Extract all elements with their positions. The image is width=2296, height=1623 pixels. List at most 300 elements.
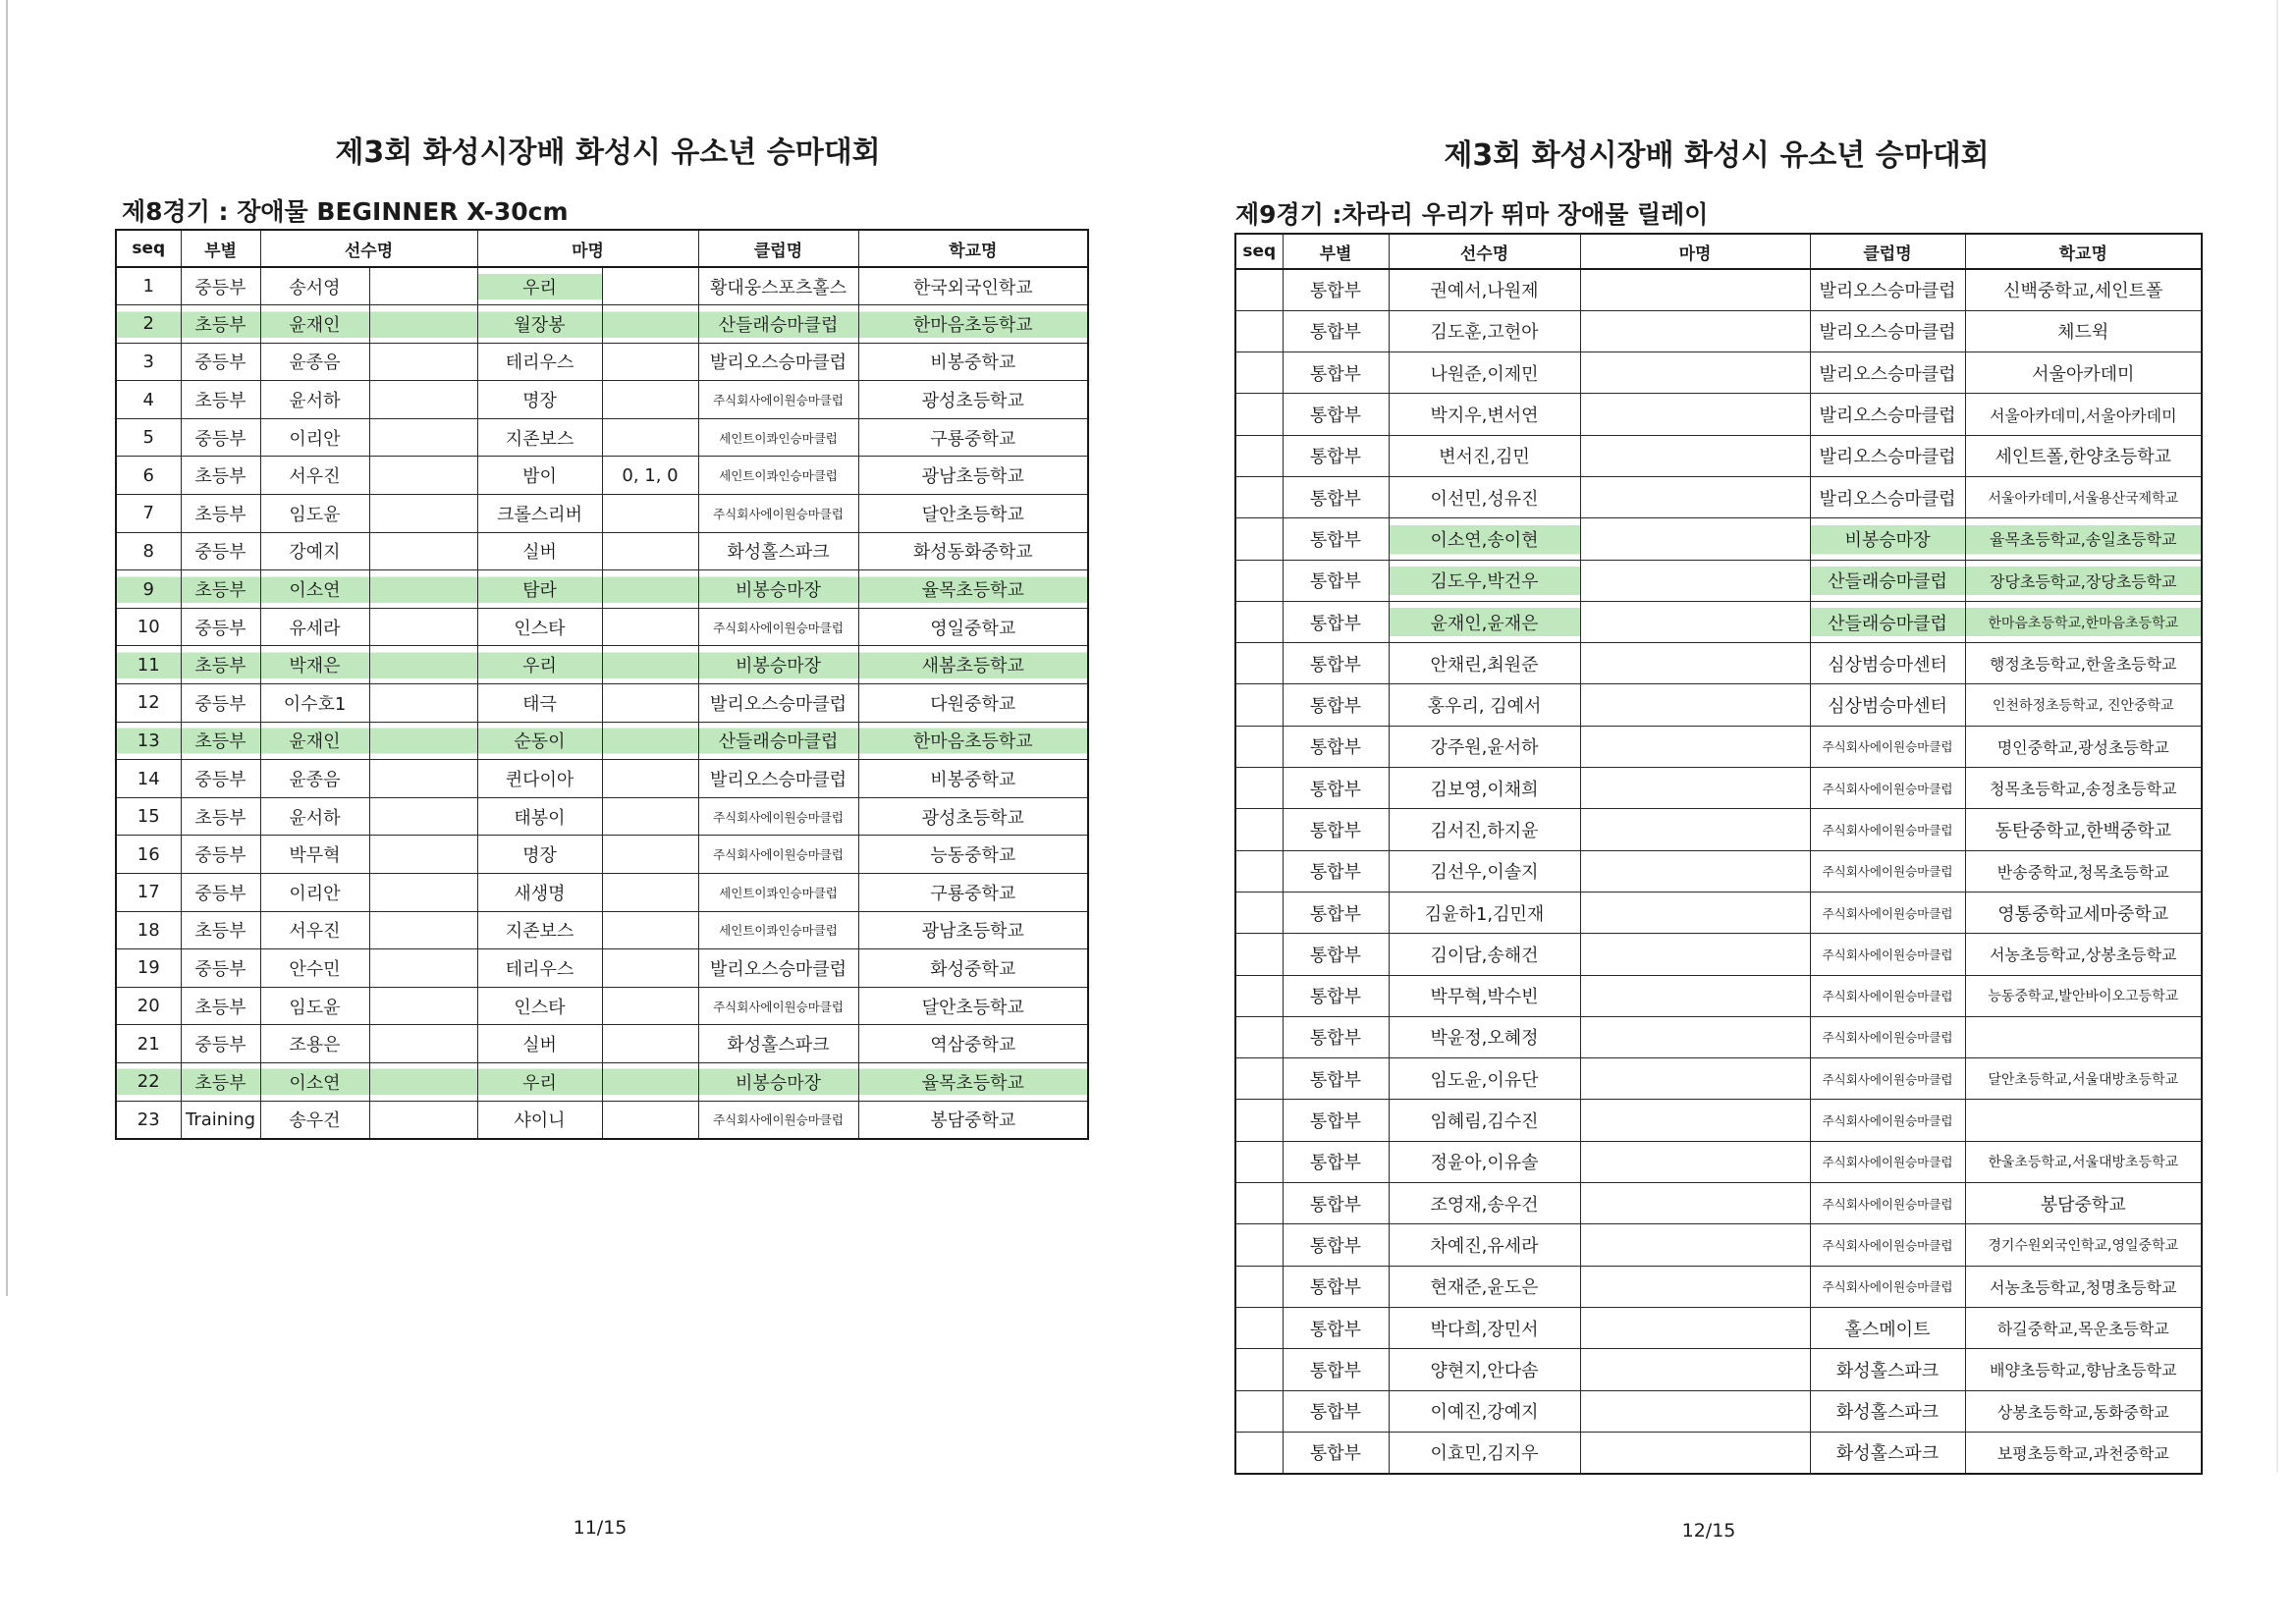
rider-name-cell: 강예지	[260, 532, 369, 570]
table-row	[116, 457, 1088, 495]
division-cell: 통합부	[1283, 601, 1389, 642]
seq-cell: 15	[116, 797, 181, 836]
club-name-cell: 주식회사에이원승마클럽	[698, 797, 858, 836]
rider-names-cell: 차예진,유세라	[1389, 1224, 1580, 1266]
table-row	[1235, 643, 2202, 684]
rider-names-cell: 박다희,장민서	[1389, 1307, 1580, 1348]
club-name-cell: 발리오스승마클럽	[698, 343, 858, 381]
division-cell: 초등부	[181, 987, 260, 1025]
table-row	[1235, 934, 2202, 975]
blank-cell	[369, 646, 477, 684]
school-name-cell: 새봄초등학교	[858, 646, 1088, 684]
horse-name-cell: 실버	[477, 532, 602, 570]
division-cell: Training	[181, 1101, 260, 1139]
club-name-cell: 발리오스승마클럽	[698, 684, 858, 723]
school-name-cell: 광성초등학교	[858, 797, 1088, 836]
horse-name-cell: 지존보스	[477, 911, 602, 949]
seq-cell	[1235, 1266, 1283, 1307]
school-names-cell: 명인중학교,광성초등학교	[1965, 726, 2202, 767]
rider-names-cell: 임도윤,이유단	[1389, 1058, 1580, 1100]
blank-cell	[369, 1025, 477, 1063]
club-name-cell: 주식회사에이원승마클럽	[1810, 1016, 1965, 1057]
division-cell: 통합부	[1283, 560, 1389, 601]
seq-cell	[1235, 1390, 1283, 1432]
division-cell: 통합부	[1283, 1266, 1389, 1307]
score-cell	[602, 1062, 698, 1101]
blank-cell	[369, 267, 477, 305]
horse-name-cell	[1580, 601, 1810, 642]
scan-edge-right	[2276, 0, 2278, 1473]
blank-cell	[369, 457, 477, 495]
score-cell	[602, 608, 698, 646]
school-names-cell: 달안초등학교,서울대방초등학교	[1965, 1058, 2202, 1100]
seq-cell: 16	[116, 836, 181, 874]
club-name-cell: 주식회사에이원승마클럽	[1810, 892, 1965, 933]
seq-cell	[1235, 975, 1283, 1016]
division-cell: 초등부	[181, 457, 260, 495]
seq-cell	[1235, 1016, 1283, 1057]
table-row	[116, 381, 1088, 419]
school-names-cell: 배양초등학교,향남초등학교	[1965, 1349, 2202, 1390]
results-table-event-8	[115, 229, 1089, 1140]
horse-name-cell	[1580, 1266, 1810, 1307]
table-row	[1235, 768, 2202, 809]
school-name-cell: 화성중학교	[858, 949, 1088, 988]
horse-name-cell	[1580, 1141, 1810, 1182]
division-cell: 통합부	[1283, 726, 1389, 767]
seq-cell: 18	[116, 911, 181, 949]
table-row	[1235, 435, 2202, 476]
table-row	[1235, 892, 2202, 933]
school-name-cell: 비봉중학교	[858, 343, 1088, 381]
division-cell: 중등부	[181, 418, 260, 457]
rider-names-cell: 임혜림,김수진	[1389, 1100, 1580, 1141]
school-names-cell: 서울아카데미	[1965, 352, 2202, 394]
table-row	[116, 646, 1088, 684]
horse-name-cell: 테리우스	[477, 343, 602, 381]
school-names-cell: 동탄중학교,한백중학교	[1965, 809, 2202, 850]
school-names-cell: 신백중학교,세인트폴	[1965, 269, 2202, 310]
rider-name-cell: 임도윤	[260, 495, 369, 533]
school-name-cell: 능동중학교	[858, 836, 1088, 874]
score-cell	[602, 797, 698, 836]
table-row	[1235, 1307, 2202, 1348]
table-row	[1235, 684, 2202, 726]
club-name-cell: 주식회사에이원승마클럽	[1810, 809, 1965, 850]
club-name-cell: 비봉승마장	[698, 570, 858, 609]
horse-name-cell: 우리	[477, 267, 602, 305]
horse-name-cell	[1580, 518, 1810, 560]
table-header-row	[116, 230, 1088, 267]
club-name-cell: 화성홀스파크	[1810, 1349, 1965, 1390]
score-cell	[602, 570, 698, 609]
horse-name-cell	[1580, 476, 1810, 517]
division-cell: 통합부	[1283, 768, 1389, 809]
blank-cell	[369, 987, 477, 1025]
division-cell: 통합부	[1283, 1307, 1389, 1348]
table-row	[1235, 269, 2202, 310]
division-cell: 통합부	[1283, 352, 1389, 394]
club-name-cell: 주식회사에이원승마클럽	[1810, 768, 1965, 809]
blank-cell	[369, 343, 477, 381]
club-name-cell: 비봉승마장	[1810, 518, 1965, 560]
seq-cell: 11	[116, 646, 181, 684]
event-title: 제9경기 :차라리 우리가 뛰마 장애물 릴레이	[1235, 200, 1709, 229]
rider-names-cell: 이효민,김지우	[1389, 1432, 1580, 1473]
blank-cell	[369, 836, 477, 874]
school-names-cell: 한마음초등학교,한마음초등학교	[1965, 601, 2202, 642]
horse-name-cell: 우리	[477, 646, 602, 684]
blank-cell	[369, 874, 477, 912]
horse-name-cell	[1580, 1058, 1810, 1100]
division-cell: 중등부	[181, 343, 260, 381]
blank-cell	[369, 381, 477, 419]
table-row	[1235, 1432, 2202, 1473]
blank-cell	[369, 305, 477, 344]
header-rider-name: 선수명	[260, 230, 477, 267]
horse-name-cell: 크롤스리버	[477, 495, 602, 533]
rider-name-cell: 송서영	[260, 267, 369, 305]
rider-names-cell: 박무혁,박수빈	[1389, 975, 1580, 1016]
seq-cell	[1235, 518, 1283, 560]
score-cell	[602, 684, 698, 723]
rider-name-cell: 윤종음	[260, 760, 369, 798]
header-division: 부별	[181, 230, 260, 267]
club-name-cell: 주식회사에이원승마클럽	[698, 836, 858, 874]
seq-cell	[1235, 768, 1283, 809]
seq-cell	[1235, 892, 1283, 933]
score-cell: 0, 1, 0	[602, 457, 698, 495]
school-names-cell: 서울아카데미,서울용산국제학교	[1965, 476, 2202, 517]
division-cell: 통합부	[1283, 1390, 1389, 1432]
blank-cell	[369, 911, 477, 949]
horse-name-cell	[1580, 1390, 1810, 1432]
horse-name-cell	[1580, 809, 1810, 850]
school-name-cell: 영일중학교	[858, 608, 1088, 646]
division-cell: 초등부	[181, 797, 260, 836]
seq-cell	[1235, 726, 1283, 767]
rider-name-cell: 윤종음	[260, 343, 369, 381]
club-name-cell: 주식회사에이원승마클럽	[1810, 1266, 1965, 1307]
seq-cell	[1235, 1432, 1283, 1473]
rider-name-cell: 이리안	[260, 874, 369, 912]
horse-name-cell: 명장	[477, 381, 602, 419]
table-row	[116, 836, 1088, 874]
rider-names-cell: 박지우,변서연	[1389, 394, 1580, 435]
division-cell: 중등부	[181, 760, 260, 798]
club-name-cell: 주식회사에이원승마클럽	[1810, 1224, 1965, 1266]
table-row	[1235, 476, 2202, 517]
table-row	[1235, 601, 2202, 642]
school-names-cell: 한울초등학교,서울대방초등학교	[1965, 1141, 2202, 1182]
blank-cell	[369, 797, 477, 836]
score-cell	[602, 267, 698, 305]
seq-cell	[1235, 560, 1283, 601]
header-division: 부별	[1283, 234, 1389, 269]
score-cell	[602, 532, 698, 570]
header-horse-name: 마명	[477, 230, 698, 267]
rider-name-cell: 윤서하	[260, 381, 369, 419]
seq-cell	[1235, 352, 1283, 394]
table-row	[1235, 1224, 2202, 1266]
club-name-cell: 화성홀스파크	[1810, 1390, 1965, 1432]
division-cell: 중등부	[181, 874, 260, 912]
club-name-cell: 발리오스승마클럽	[1810, 476, 1965, 517]
club-name-cell: 산들래승마클럽	[698, 722, 858, 760]
club-name-cell: 산들래승마클럽	[1810, 560, 1965, 601]
club-name-cell: 주식회사에이원승마클럽	[1810, 1058, 1965, 1100]
rider-name-cell: 윤서하	[260, 797, 369, 836]
score-cell	[602, 722, 698, 760]
school-names-cell: 보평초등학교,과천중학교	[1965, 1432, 2202, 1473]
club-name-cell: 주식회사에이원승마클럽	[1810, 1141, 1965, 1182]
horse-name-cell	[1580, 1349, 1810, 1390]
division-cell: 중등부	[181, 267, 260, 305]
seq-cell	[1235, 1100, 1283, 1141]
division-cell: 통합부	[1283, 809, 1389, 850]
school-name-cell: 광남초등학교	[858, 457, 1088, 495]
seq-cell: 12	[116, 684, 181, 723]
horse-name-cell	[1580, 1307, 1810, 1348]
blank-cell	[369, 495, 477, 533]
seq-cell: 4	[116, 381, 181, 419]
horse-name-cell	[1580, 394, 1810, 435]
rider-names-cell: 이소연,송이현	[1389, 518, 1580, 560]
header-club: 클럽명	[698, 230, 858, 267]
blank-cell	[369, 722, 477, 760]
horse-name-cell: 월장봉	[477, 305, 602, 344]
club-name-cell: 발리오스승마클럽	[698, 760, 858, 798]
seq-cell: 7	[116, 495, 181, 533]
table-row	[116, 684, 1088, 723]
table-row	[1235, 1390, 2202, 1432]
division-cell: 중등부	[181, 836, 260, 874]
table-row	[1235, 850, 2202, 892]
school-name-cell: 봉담중학교	[858, 1101, 1088, 1139]
horse-name-cell	[1580, 975, 1810, 1016]
table-row	[1235, 310, 2202, 352]
horse-name-cell	[1580, 1016, 1810, 1057]
table-row	[116, 305, 1088, 344]
scan-edge-left	[6, 0, 8, 1296]
club-name-cell: 주식회사에이원승마클럽	[1810, 726, 1965, 767]
seq-cell	[1235, 476, 1283, 517]
school-name-cell: 비봉중학교	[858, 760, 1088, 798]
rider-names-cell: 이선민,성유진	[1389, 476, 1580, 517]
seq-cell	[1235, 310, 1283, 352]
page-number: 12/15	[1681, 1520, 1736, 1542]
school-name-cell: 한국외국인학교	[858, 267, 1088, 305]
seq-cell	[1235, 1058, 1283, 1100]
club-name-cell: 발리오스승마클럽	[1810, 269, 1965, 310]
table-body	[116, 267, 1088, 1139]
rider-names-cell: 김선우,이솔지	[1389, 850, 1580, 892]
division-cell: 통합부	[1283, 892, 1389, 933]
horse-name-cell: 인스타	[477, 987, 602, 1025]
horse-name-cell	[1580, 850, 1810, 892]
blank-cell	[369, 1062, 477, 1101]
table-row	[1235, 809, 2202, 850]
horse-name-cell: 지존보스	[477, 418, 602, 457]
club-name-cell: 세인트이콰인승마클럽	[698, 874, 858, 912]
seq-cell	[1235, 269, 1283, 310]
club-name-cell: 주식회사에이원승마클럽	[1810, 975, 1965, 1016]
header-seq: seq	[116, 230, 181, 267]
school-names-cell: 영통중학교세마중학교	[1965, 892, 2202, 933]
blank-cell	[369, 760, 477, 798]
header-rider-names: 선수명	[1389, 234, 1580, 269]
horse-name-cell	[1580, 1432, 1810, 1473]
entries-table-event-9	[1234, 233, 2203, 1475]
division-cell: 초등부	[181, 305, 260, 344]
horse-name-cell: 명장	[477, 836, 602, 874]
rider-names-cell: 김도훈,고헌아	[1389, 310, 1580, 352]
table-row	[1235, 518, 2202, 560]
club-name-cell: 화성홀스파크	[1810, 1432, 1965, 1473]
table-row	[1235, 975, 2202, 1016]
blank-cell	[369, 418, 477, 457]
seq-cell: 1	[116, 267, 181, 305]
club-name-cell: 발리오스승마클럽	[698, 949, 858, 988]
seq-cell: 2	[116, 305, 181, 344]
school-names-cell: 서농초등학교,상봉초등학교	[1965, 934, 2202, 975]
division-cell: 통합부	[1283, 1183, 1389, 1224]
horse-name-cell	[1580, 726, 1810, 767]
table-row	[116, 760, 1088, 798]
table-row	[116, 267, 1088, 305]
horse-name-cell	[1580, 768, 1810, 809]
division-cell: 통합부	[1283, 435, 1389, 476]
blank-cell	[369, 608, 477, 646]
score-cell	[602, 381, 698, 419]
club-name-cell: 주식회사에이원승마클럽	[698, 1101, 858, 1139]
horse-name-cell	[1580, 269, 1810, 310]
club-name-cell: 비봉승마장	[698, 1062, 858, 1101]
seq-cell: 9	[116, 570, 181, 609]
school-names-cell: 체드윅	[1965, 310, 2202, 352]
table-row	[1235, 352, 2202, 394]
seq-cell: 5	[116, 418, 181, 457]
school-names-cell: 행정초등학교,한울초등학교	[1965, 643, 2202, 684]
table-row	[1235, 1183, 2202, 1224]
school-name-cell: 율목초등학교	[858, 570, 1088, 609]
club-name-cell: 화성홀스파크	[698, 532, 858, 570]
division-cell: 초등부	[181, 911, 260, 949]
seq-cell	[1235, 1224, 1283, 1266]
score-cell	[602, 760, 698, 798]
table-row	[116, 987, 1088, 1025]
division-cell: 통합부	[1283, 1432, 1389, 1473]
division-cell: 중등부	[181, 608, 260, 646]
horse-name-cell	[1580, 560, 1810, 601]
page-number: 11/15	[573, 1517, 628, 1539]
score-cell	[602, 305, 698, 344]
rider-name-cell: 이리안	[260, 418, 369, 457]
score-cell	[602, 1025, 698, 1063]
seq-cell	[1235, 1349, 1283, 1390]
header-school: 학교명	[858, 230, 1088, 267]
score-cell	[602, 987, 698, 1025]
rider-name-cell: 이수호1	[260, 684, 369, 723]
header-club: 클럽명	[1810, 234, 1965, 269]
rider-name-cell: 이소연	[260, 570, 369, 609]
table-row	[1235, 1100, 2202, 1141]
rider-name-cell: 안수민	[260, 949, 369, 988]
school-names-cell: 청목초등학교,송정초등학교	[1965, 768, 2202, 809]
table-row	[116, 797, 1088, 836]
rider-name-cell: 송우건	[260, 1101, 369, 1139]
rider-names-cell: 김보영,이채희	[1389, 768, 1580, 809]
division-cell: 통합부	[1283, 1349, 1389, 1390]
club-name-cell: 세인트이콰인승마클럽	[698, 418, 858, 457]
rider-name-cell: 서우진	[260, 911, 369, 949]
rider-name-cell: 윤재인	[260, 305, 369, 344]
table-row	[1235, 1058, 2202, 1100]
horse-name-cell	[1580, 435, 1810, 476]
seq-cell: 22	[116, 1062, 181, 1101]
seq-cell	[1235, 809, 1283, 850]
rider-names-cell: 김서진,하지윤	[1389, 809, 1580, 850]
club-name-cell: 주식회사에이원승마클럽	[698, 381, 858, 419]
seq-cell: 8	[116, 532, 181, 570]
page-title: 제3회 화성시장배 화성시 유소년 승마대회	[1444, 138, 1990, 173]
table-row	[1235, 560, 2202, 601]
club-name-cell: 주식회사에이원승마클럽	[698, 608, 858, 646]
seq-cell: 19	[116, 949, 181, 988]
division-cell: 초등부	[181, 646, 260, 684]
school-names-cell: 하길중학교,목운초등학교	[1965, 1307, 2202, 1348]
school-names-cell: 율목초등학교,송일초등학교	[1965, 518, 2202, 560]
division-cell: 초등부	[181, 722, 260, 760]
school-names-cell: 반송중학교,청목초등학교	[1965, 850, 2202, 892]
rider-name-cell: 조용은	[260, 1025, 369, 1063]
school-names-cell: 상봉초등학교,동화중학교	[1965, 1390, 2202, 1432]
score-cell	[602, 646, 698, 684]
blank-cell	[369, 532, 477, 570]
rider-name-cell: 박무혁	[260, 836, 369, 874]
seq-cell	[1235, 684, 1283, 726]
table-row	[116, 570, 1088, 609]
table-body	[1235, 269, 2202, 1474]
rider-names-cell: 나원준,이제민	[1389, 352, 1580, 394]
division-cell: 통합부	[1283, 476, 1389, 517]
club-name-cell: 주식회사에이원승마클럽	[698, 987, 858, 1025]
rider-names-cell: 변서진,김민	[1389, 435, 1580, 476]
school-names-cell: 경기수원외국인학교,영일중학교	[1965, 1224, 2202, 1266]
school-name-cell: 광성초등학교	[858, 381, 1088, 419]
score-cell	[602, 836, 698, 874]
table-row	[1235, 1266, 2202, 1307]
division-cell: 통합부	[1283, 1100, 1389, 1141]
blank-cell	[369, 684, 477, 723]
table-row	[116, 495, 1088, 533]
seq-cell: 3	[116, 343, 181, 381]
table-header-row	[1235, 234, 2202, 269]
score-cell	[602, 911, 698, 949]
club-name-cell: 홀스메이트	[1810, 1307, 1965, 1348]
rider-names-cell: 현재준,윤도은	[1389, 1266, 1580, 1307]
school-names-cell: 봉담중학교	[1965, 1183, 2202, 1224]
club-name-cell: 주식회사에이원승마클럽	[1810, 850, 1965, 892]
table-row	[1235, 1141, 2202, 1182]
division-cell: 중등부	[181, 532, 260, 570]
school-names-cell: 세인트폴,한양초등학교	[1965, 435, 2202, 476]
rider-name-cell: 임도윤	[260, 987, 369, 1025]
school-name-cell: 화성동화중학교	[858, 532, 1088, 570]
division-cell: 초등부	[181, 570, 260, 609]
club-name-cell: 산들래승마클럽	[1810, 601, 1965, 642]
seq-cell	[1235, 435, 1283, 476]
